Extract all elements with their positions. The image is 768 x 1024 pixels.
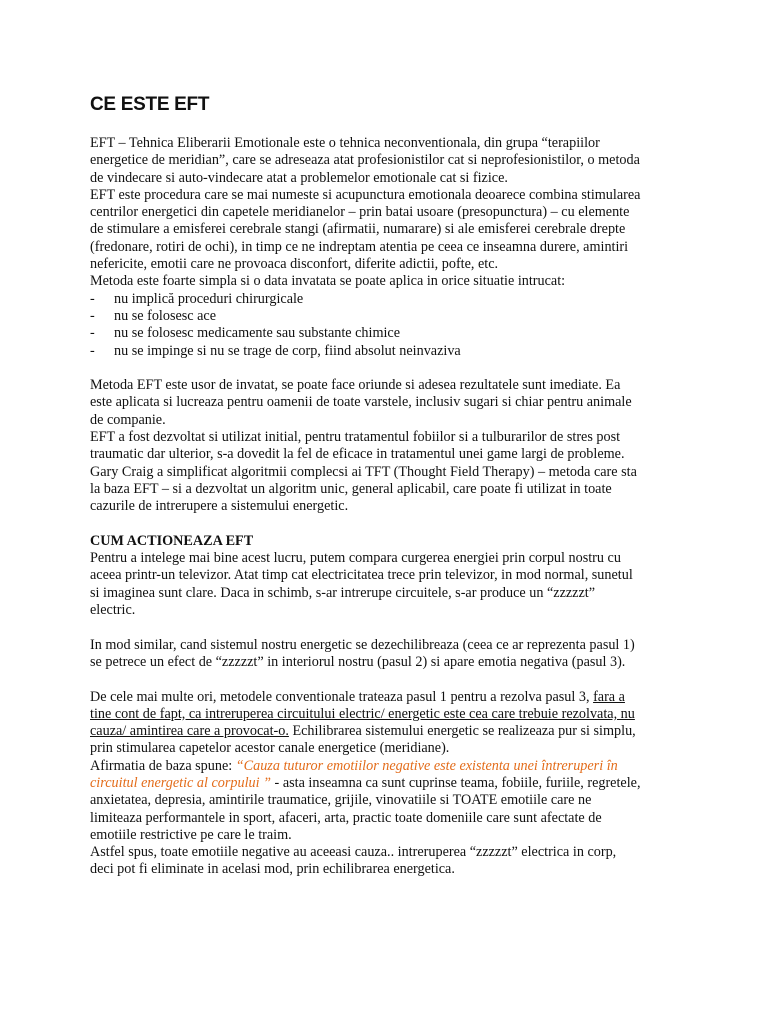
body-line: Astfel spus, toate emotiile negative au aceeasi cauza.. intreruperea “zzzzzt” electrica in corp,: [90, 844, 617, 861]
paragraph-spacer: [90, 360, 690, 377]
intro-line: EFT este procedura care se mai numeste si acupunctura emotionala deoarece combina stimularea: [90, 186, 641, 203]
history-line: Metoda EFT este usor de invatat, se poate face oriunde si adesea rezultatele sunt imediate. Ea: [90, 377, 621, 394]
body-line: [90, 706, 690, 723]
body-text-span: De cele mai multe ori, metodele conventionale trateaza pasul 1 pentru a rezolva pasul 3,: [90, 688, 594, 705]
intro-line: EFT – Tehnica Eliberarii Emotionale este o tehnica neconventionala, din grupa “terapiilor: [90, 135, 600, 151]
history-line: Gary Craig a simplificat algoritmii complecsi ai TFT (Thought Field Therapy) – metoda care sta: [90, 463, 637, 480]
paragraph-spacer: [90, 671, 690, 688]
list-item: [90, 291, 690, 308]
bullet-marker: -: [90, 290, 95, 307]
body-line: [90, 758, 690, 775]
history-line: la baza EFT – si a dezvoltat un algoritm unic, general aplicabil, care poate fi utilizat in toate: [90, 480, 612, 497]
underlined-text: cauza/ amintirea care a provocat-o.: [90, 723, 289, 740]
body-line: prin stimularea capetelor acestor canale energetice (meridiane).: [90, 740, 450, 757]
history-line: EFT a fost dezvoltat si utilizat initial, pentru tratamentul fobiilor si a tulburarilor de stres post: [90, 429, 621, 446]
history-line: de companie.: [90, 411, 166, 428]
body-line: aceea printr-un televizor. Atat timp cat electricitatea trece prin televizor, in mod normal, sunetul: [90, 567, 633, 584]
list-item: [90, 343, 690, 360]
body-line: In mod similar, cand sistemul nostru energetic se dezechilibreaza (ceea ce ar reprezenta pasul 1): [90, 636, 635, 653]
body-line: [90, 775, 690, 792]
list-item-text: nu se folosesc medicamente sau substante chimice: [114, 325, 401, 342]
intro-line: energetice de meridian”, care se adreseaza atat profesionistilor cat si neprofesionistilor, o metoda: [90, 152, 640, 169]
highlighted-quote: circuitul energetic al corpului ”: [90, 774, 271, 791]
intro-line: nefericite, emotii care ne provoaca disconfort, diferite adictii, pofte, etc.: [90, 256, 499, 273]
body-line: anxietatea, depresia, amintirile traumatice, grijile, vinovatiile si TOATE emotiile care ne: [90, 792, 592, 809]
body-line: se petrece un efect de “zzzzzt” in interiorul nostru (pasul 2) si apare emotia negativa (pasul 3).: [90, 653, 626, 670]
bullet-marker: -: [90, 307, 95, 324]
paragraph-spacer: [90, 619, 690, 636]
body-line: [90, 689, 690, 706]
underlined-text: fara a: [593, 688, 625, 705]
bullet-marker: -: [90, 325, 95, 342]
underlined-text: tine cont de fapt, ca intreruperea circuitului electric/ energetic este cea care trebuie rezolvata, nu: [90, 705, 635, 722]
history-line: traumatic dar ulterior, s-a dovedit la fel de eficace in tratamentul unei game largi de probleme.: [90, 446, 625, 463]
list-item: [90, 325, 690, 342]
page-title: CE ESTE EFT: [90, 94, 210, 115]
body-line: si imaginea sunt clare. Daca in schimb, s-ar intrerupe circuitele, s-ar produce un “zzzzzt”: [90, 584, 595, 601]
list-item-text: nu se impinge si nu se trage de corp, fiind absolut neinvaziva: [114, 342, 461, 359]
body-line: Pentru a intelege mai bine acest lucru, putem compara curgerea energiei prin corpul nostru cu: [90, 550, 621, 567]
intro-line: (fredonare, rotiri de ochi), in timp ce ne indreptam atentia pe ceea ce inseamna durere, amintiri: [90, 238, 629, 255]
section-heading: CUM ACTIONEAZA EFT: [90, 532, 254, 549]
body-line: [90, 723, 690, 740]
highlighted-quote: “Cauza tuturor emotiilor negative este existenta unei întreruperi în: [235, 757, 618, 774]
paragraph-spacer: [90, 516, 690, 533]
body-line: electric.: [90, 602, 136, 619]
body-line: deci pot fi eliminate in acelasi mod, prin echilibrarea energetica.: [90, 861, 455, 878]
intro-line: centrilor energetici din capetele meridianelor – prin batai usoare (presopunctura) – cu elemente: [90, 204, 630, 221]
body-text-span: - asta inseamna ca sunt cuprinse teama, fobiile, furiile, regretele,: [271, 774, 641, 791]
body-text-span: Echilibrarea sistemului energetic se realizeaza pur si simplu,: [288, 723, 636, 740]
history-line: cazurile de intrerupere a sistemului energetic.: [90, 498, 349, 515]
body-text-span: Afirmatia de baza spune:: [90, 757, 236, 774]
intro-line: Metoda este foarte simpla si o data invatata se poate aplica in orice situatie intrucat:: [90, 273, 566, 290]
document-body: [90, 135, 690, 879]
body-line: limiteaza performantele in sport, afaceri, arta, practic toate domeniile care sunt afectate de: [90, 809, 602, 826]
list-item-text: nu implică proceduri chirurgicale: [114, 290, 304, 307]
list-item-text: nu se folosesc ace: [114, 307, 217, 324]
intro-line: de stimulare a emisferei cerebrale stangi (afirmatii, numarare) si ale emisferei cerebrale drepte: [90, 221, 626, 238]
body-line: emotiile restrictive pe care le traim.: [90, 826, 292, 843]
intro-line: de vindecare si auto-vindecare atat a problemelor emotionale cat si fizice.: [90, 169, 508, 186]
history-line: este aplicata si lucreaza pentru oamenii de toate varstele, inclusiv sugari si chiar pentru animale: [90, 394, 632, 411]
bullet-marker: -: [90, 342, 95, 359]
list-item: [90, 308, 690, 325]
